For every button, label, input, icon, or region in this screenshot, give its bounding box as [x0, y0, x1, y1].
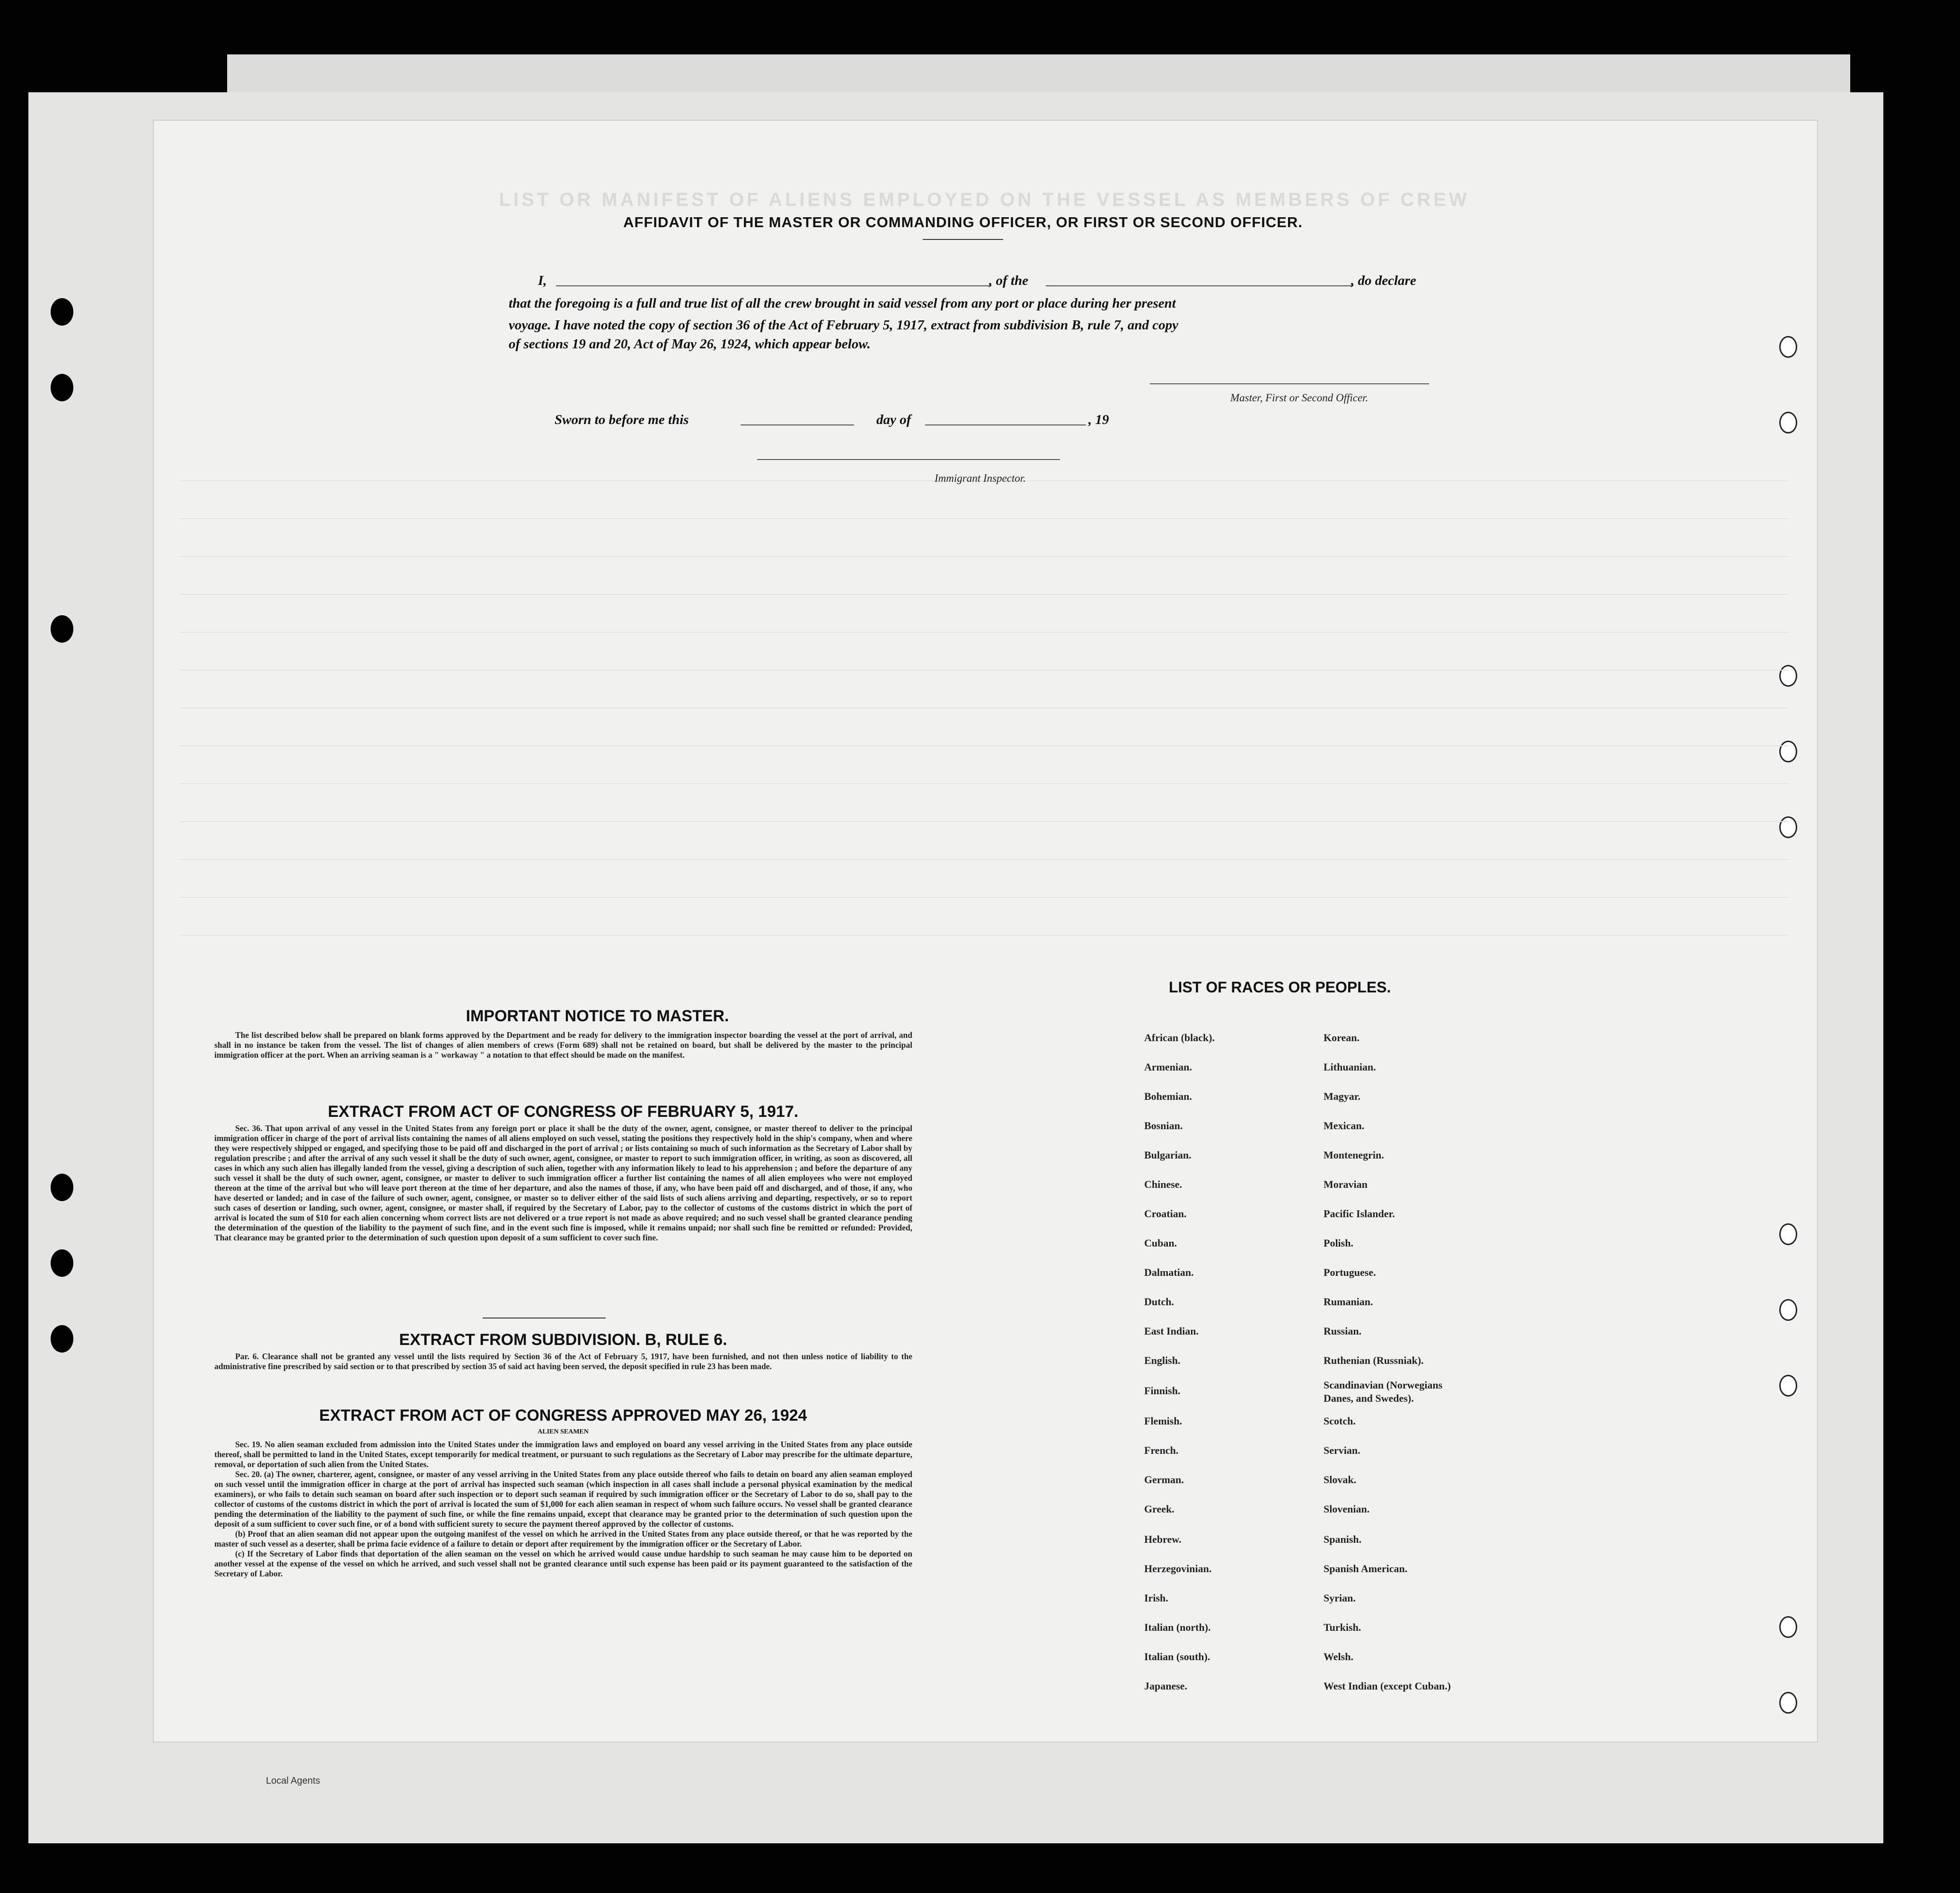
race-item: Herzegovinian. — [1144, 1563, 1212, 1575]
race-item: Flemish. — [1144, 1415, 1183, 1427]
affidavit-line: that the foregoing is a full and true list of all the crew brought in said vessel from any port or place during her present — [509, 296, 1176, 311]
race-item: Chinese. — [1144, 1178, 1183, 1190]
bleed-through-rule — [180, 670, 1789, 671]
race-item: Spanish. — [1324, 1533, 1362, 1545]
race-item: Italian (south). — [1144, 1651, 1210, 1663]
affidavit-line: of sections 19 and 20, Act of May 26, 1924, which appear below. — [509, 336, 871, 352]
bleed-through-rule — [180, 821, 1789, 822]
affidavit-declare: , do declare — [1351, 273, 1416, 288]
extract-1924-text: Sec. 19. No alien seaman excluded from admission into the United States under the immigration laws and employed on board any vessel arriving in the United States from any place outside thereof, shall be permitted to land in the United States, except temporarily for medical treatment, or pursuant to such regulations as the Secretary of Labor may prescribe for the ultimate departure, removal, or deportation of such alien from the United States. Sec. 20. (a) The owner, charterer, agent, consignee, or master of any vessel arriving in the United States from any place outside thereof who fails to detain on board any alien seaman employed on such vessel until the immigration officer in charge at the port of arrival has inspected such seaman (which inspection in all cases shall include a personal physical examination by the medical examiners), or who fails to detain such seaman on board after such inspection or to deport such seaman if required by such immigration officer or the Secretary of Labor to do so, shall pay to the collector of customs of the customs district in which the port of arrival is located the sum of $1,000 for each alien seaman in respect of whom such failure occurs. No vessel shall be granted clearance pending the determination of the liability to the payment of such fine, or while the fine remains unpaid, except that clearance may be granted prior to the determination of such question upon the deposit of a sum sufficient to cover such fine, or of a bond with sufficient surety to secure the payment thereof approved by the collector of customs. (b) Proof that an alien seaman did not appear upon the outgoing manifest of the vessel on which he arrived in the United States from any place outside thereof, or that he was reported by the master of such vessel as a deserter, shall be prima facie evidence of a failure to detain or deport after requirement by the immigration officer or the Secretary of Labor. (c) If the Secretary of Labor finds that deportation of the alien seaman on the vessel on which he arrived would cause undue hardship to such seaman he may cause him to be deported on another vessel at the expense of the vessel on which he arrived, and such vessel shall not be granted clearance until such expense has been paid or its payment guaranteed to the satisfaction of the Secretary of Labor. — [214, 1440, 912, 1578]
race-item: German. — [1144, 1474, 1184, 1486]
race-item: Bulgarian. — [1144, 1149, 1192, 1161]
binder-hole — [51, 298, 73, 326]
vessel-blank[interactable] — [1046, 285, 1353, 286]
extract-subdivision-text: Par. 6. Clearance shall not be granted any vessel until the lists required by Section 36 of the Act of February 5, 1917, have been furnished, and not then unless notice of liability to the administrative fine prescribed by said section or to that prescribed by section 35 of said act having been served, the deposit specified in rule 23 has been made. — [214, 1352, 912, 1371]
race-item: Italian (north). — [1144, 1621, 1211, 1633]
binder-hole — [51, 1325, 73, 1353]
races-title: LIST OF RACES OR PEOPLES. — [1169, 979, 1391, 996]
race-item: Polish. — [1324, 1237, 1353, 1249]
binder-hole — [1779, 336, 1797, 358]
race-item: Slovenian. — [1324, 1503, 1370, 1515]
race-item: Portuguese. — [1324, 1266, 1376, 1278]
race-item: Magyar. — [1324, 1090, 1361, 1102]
race-item: Greek. — [1144, 1503, 1174, 1515]
race-item: Lithuanian. — [1324, 1061, 1376, 1073]
sworn-label: Sworn to before me this — [555, 412, 689, 427]
race-item: Finnish. — [1144, 1385, 1181, 1397]
affidavit-line: voyage. I have noted the copy of section 36 of the Act of February 5, 1917, extract from subdivision B, rule 7, and copy — [509, 318, 1178, 333]
notice-text: The list described below shall be prepared on blank forms approved by the Department and be ready for delivery to the immigration inspector boarding the vessel at the port of arrival, and shall in no instance be taken from the vessel. The list of changes of alien members of crews (Form 689) shall not be retained on board, but shall be delivered by the master to the principal immigration officer at the port. When an arriving seaman is a " workaway " a notation to that effect should be made on the manifest. — [214, 1030, 912, 1060]
bleed-through-rule — [180, 745, 1789, 746]
day-of-label: day of — [876, 412, 911, 427]
race-item: Dalmatian. — [1144, 1266, 1194, 1278]
race-item: Dutch. — [1144, 1296, 1174, 1308]
bleed-through-rule — [180, 518, 1789, 519]
binder-hole — [1779, 1692, 1797, 1714]
race-item: Ruthenian (Russniak). — [1324, 1354, 1424, 1366]
race-item: Danes, and Swedes). — [1324, 1392, 1414, 1404]
race-item: Scandinavian (Norwegians — [1324, 1379, 1443, 1391]
affidavit-i: I, — [538, 273, 547, 288]
bleed-through-rule — [180, 632, 1789, 633]
alien-seamen-subtitle: ALIEN SEAMEN — [538, 1428, 589, 1435]
race-item: Rumanian. — [1324, 1296, 1373, 1308]
race-item: West Indian (except Cuban.) — [1324, 1680, 1451, 1692]
inspector-caption: Immigrant Inspector. — [935, 472, 1026, 484]
binder-hole — [51, 1174, 73, 1201]
bleed-through-title: LIST OR MANIFEST OF ALIENS EMPLOYED ON THE VESSEL AS MEMBERS OF CREW — [499, 189, 1470, 210]
race-item: Turkish. — [1324, 1621, 1361, 1633]
race-item: Servian. — [1324, 1444, 1360, 1456]
race-item: Bosnian. — [1144, 1120, 1183, 1132]
signature-line[interactable] — [1150, 383, 1429, 384]
bleed-through-rule — [180, 783, 1789, 784]
race-item: Welsh. — [1324, 1651, 1353, 1663]
binder-hole — [1779, 1616, 1797, 1638]
race-item: Russian. — [1324, 1325, 1362, 1337]
race-item: Irish. — [1144, 1592, 1168, 1604]
race-item: Bohemian. — [1144, 1090, 1192, 1102]
binder-hole — [1779, 1223, 1797, 1245]
bleed-through-rule — [180, 897, 1789, 898]
binder-hole — [1779, 412, 1797, 433]
race-item: East Indian. — [1144, 1325, 1199, 1337]
binder-hole — [51, 374, 73, 401]
binder-hole — [51, 615, 73, 643]
divider — [923, 239, 1003, 240]
binder-hole — [1779, 665, 1797, 687]
name-blank[interactable] — [556, 285, 991, 286]
master-caption: Master, First or Second Officer. — [1230, 392, 1368, 404]
binder-hole — [1779, 741, 1797, 762]
race-item: French. — [1144, 1444, 1179, 1456]
bleed-through-rule — [180, 594, 1789, 595]
binder-hole — [1779, 816, 1797, 838]
race-item: Croatian. — [1144, 1208, 1187, 1220]
extract-subdivision-title: EXTRACT FROM SUBDIVISION. B, RULE 6. — [399, 1331, 727, 1349]
race-item: Slovak. — [1324, 1474, 1357, 1486]
bleed-through-rule — [180, 935, 1789, 936]
footer-text: Local Agents — [266, 1776, 320, 1786]
bleed-through-rule — [180, 556, 1789, 557]
race-item: Spanish American. — [1324, 1563, 1408, 1575]
race-item: Japanese. — [1144, 1680, 1188, 1692]
inspector-signature-line[interactable] — [757, 459, 1060, 460]
race-item: Armenian. — [1144, 1061, 1192, 1073]
affidavit-title: AFFIDAVIT OF THE MASTER OR COMMANDING OFFICER, OR FIRST OR SECOND OFFICER. — [623, 214, 1303, 230]
race-item: Pacific Islander. — [1324, 1208, 1395, 1220]
affidavit-of-the: , of the — [989, 273, 1028, 288]
race-item: Montenegrin. — [1324, 1149, 1384, 1161]
binder-hole — [1779, 1375, 1797, 1397]
race-item: Syrian. — [1324, 1592, 1356, 1604]
extract-1924-title: EXTRACT FROM ACT OF CONGRESS APPROVED MAY 26, 1924 — [319, 1406, 807, 1424]
race-item: Scotch. — [1324, 1415, 1356, 1427]
extract-1917-text: Sec. 36. That upon arrival of any vessel in the United States from any foreign port or place it shall be the duty of the owner, agent, consignee, or master thereof to deliver to the principal immigration officer in charge of the port of arrival lists containing the names of all aliens employed on such vessel, stating the positions they respectively hold in the ship's company, when and where they were respectively shipped or engaged, and specifying those to be paid off and discharged in the port of arrival ; or lists containing so much of such information as the Secretary of Labor shall by regulation prescribe ; and after the arrival of any such vessel it shall be the duty of such owner, agent, consignee, or master to report to such immigration officer, in writing, as soon as discovered, all cases in which any such alien has illegally landed from the vessel, giving a description of such alien, together with any information likely to lead to his apprehension ; and before the departure of any such vessel it shall be the duty of such owner, agent, consignee, or master to deliver to such immigration officer a further list containing the names of all alien employees who were not employed thereon at the time of the arrival but who will leave port thereon at the time of her departure, and also the names of those, if any, who have been paid off and discharged, and of those, if any, who have deserted or landed; and in case of the failure of such owner, agent, consignee, or master so to deliver either of the said lists of such aliens arriving and departing, respectively, or so to report such cases of desertion or landing, such owner, agent, consignee, or master shall, if required by the Secretary of Labor, pay to the collector of customs of the customs district in which the port of arrival is located the sum of $10 for each alien concerning whom correct lists are not delivered or a true report is not made as above required; and no such vessel shall be granted clearance pending the determination of the question of the liability to the payment of such fine, and in the event such fine is imposed, while it remains unpaid; nor shall such fine be remitted or refunded: Provided, That clearance may be granted prior to the determination of such question upon deposit of a sum sufficient to cover such fine. — [214, 1123, 912, 1242]
race-item: African (black). — [1144, 1032, 1215, 1044]
race-item: Mexican. — [1324, 1120, 1365, 1132]
race-item: Moravian — [1324, 1178, 1368, 1190]
extract-1917-title: EXTRACT FROM ACT OF CONGRESS OF FEBRUARY 5, 1917. — [327, 1103, 799, 1121]
year-label: , 19 — [1088, 412, 1109, 427]
binder-hole — [51, 1249, 73, 1277]
race-item: Korean. — [1324, 1032, 1360, 1044]
bleed-through-rule — [180, 859, 1789, 860]
race-item: English. — [1144, 1354, 1181, 1366]
race-item: Hebrew. — [1144, 1533, 1182, 1545]
race-item: Cuban. — [1144, 1237, 1177, 1249]
notice-title: IMPORTANT NOTICE TO MASTER. — [466, 1007, 729, 1025]
binder-hole — [1779, 1299, 1797, 1321]
